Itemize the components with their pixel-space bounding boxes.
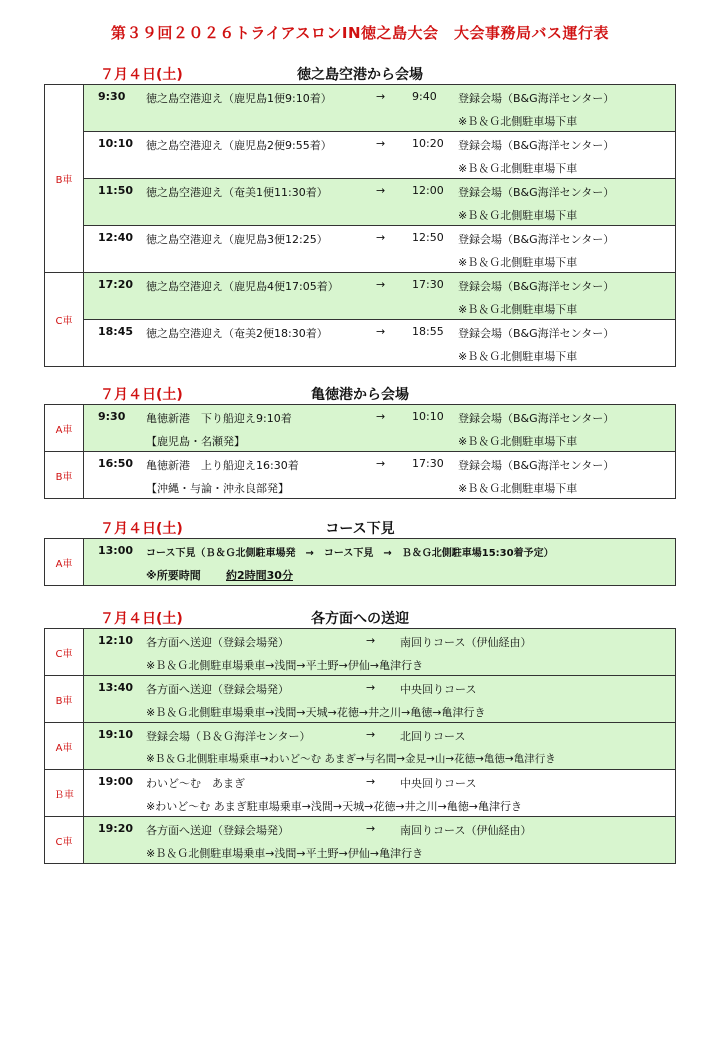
arrow-icon: → bbox=[376, 325, 386, 338]
destination: 南回りコース（伊仙経由） bbox=[400, 824, 532, 837]
departure-time: 19:20 bbox=[98, 822, 134, 835]
arrow-icon: → bbox=[376, 457, 386, 470]
arrival-time: 10:10 bbox=[412, 410, 444, 423]
arrow-icon: → bbox=[366, 728, 376, 741]
arrow-icon: → bbox=[376, 137, 386, 150]
car-label: C車 bbox=[45, 817, 84, 863]
departure-time: 9:30 bbox=[98, 90, 126, 103]
section-header bbox=[44, 64, 676, 82]
car-group bbox=[44, 769, 676, 816]
arrow-icon: → bbox=[376, 184, 386, 197]
entry-note: ※Ｂ＆Ｇ北側駐車場下車 bbox=[458, 482, 578, 495]
departure-time: 13:40 bbox=[98, 681, 134, 694]
arrow-icon: → bbox=[376, 231, 386, 244]
departure-time: 12:40 bbox=[98, 231, 134, 244]
car-label: C車 bbox=[45, 273, 84, 366]
car-group bbox=[44, 722, 676, 769]
entry-description: コース下見（Ｂ＆Ｇ北側駐車場発 → コース下見 → Ｂ＆Ｇ北側駐車場15:30着予定） bbox=[146, 548, 554, 559]
section-port bbox=[44, 384, 676, 499]
section-date: ７月４日(土) bbox=[100, 521, 183, 537]
car-label: B車 bbox=[45, 85, 84, 272]
entry-note: ※Ｂ＆Ｇ北側駐車場下車 bbox=[458, 209, 578, 222]
car-label: A車 bbox=[45, 723, 84, 769]
arrival-time: 12:50 bbox=[412, 231, 444, 244]
section-date: ７月４日(土) bbox=[100, 387, 183, 403]
entry-note: ※Ｂ＆Ｇ北側駐車場下車 bbox=[458, 256, 578, 269]
arrow-icon: → bbox=[376, 90, 386, 103]
section-airport bbox=[44, 64, 676, 367]
entry-note: ※Ｂ＆Ｇ北側駐車場下車 bbox=[458, 162, 578, 175]
arrival-time: 18:55 bbox=[412, 325, 444, 338]
schedule-entry bbox=[84, 225, 675, 272]
car-group bbox=[44, 538, 676, 586]
route-note: ※Ｂ＆Ｇ北側駐車場乗車→浅間→平土野→伊仙→亀津行き bbox=[146, 659, 424, 672]
schedule-entry bbox=[84, 770, 675, 816]
section-header bbox=[44, 384, 676, 402]
destination: 南回りコース（伊仙経由） bbox=[400, 636, 532, 649]
schedule-entry bbox=[84, 131, 675, 178]
arrival-time: 17:30 bbox=[412, 278, 444, 291]
arrow-icon: → bbox=[376, 278, 386, 291]
arrow-icon: → bbox=[366, 822, 376, 835]
entry-description: 徳之島空港迎え（鹿児島2便9:55着） bbox=[146, 139, 332, 152]
origin-note: 【沖縄・与論・沖永良部発】 bbox=[146, 482, 289, 495]
destination: 登録会場（B&G海洋センター） bbox=[458, 412, 615, 425]
entry-description: 徳之島空港迎え（鹿児島3便12:25） bbox=[146, 233, 328, 246]
entry-description: 登録会場（Ｂ＆Ｇ海洋センター） bbox=[146, 730, 311, 743]
departure-time: 11:50 bbox=[98, 184, 134, 197]
entry-description: 亀徳新港 下り船迎え9:10着 bbox=[146, 412, 292, 425]
entry-description: 各方面へ送迎（登録会場発） bbox=[146, 636, 289, 649]
entry-description: わいど～む あまぎ bbox=[146, 777, 245, 790]
schedule-entry bbox=[84, 178, 675, 225]
destination: 登録会場（B&G海洋センター） bbox=[458, 186, 615, 199]
origin-note: 【鹿児島・名瀬発】 bbox=[146, 435, 245, 448]
destination: 中央回りコース bbox=[400, 683, 477, 696]
route-note: ※Ｂ＆Ｇ北側駐車場乗車→浅間→平土野→伊仙→亀津行き bbox=[146, 847, 424, 860]
arrow-icon: → bbox=[376, 410, 386, 423]
departure-time: 19:00 bbox=[98, 775, 134, 788]
arrow-icon: → bbox=[366, 775, 376, 788]
schedule-entry bbox=[84, 817, 675, 863]
arrow-icon: → bbox=[366, 634, 376, 647]
entry-description: 徳之島空港迎え（鹿児島1便9:10着） bbox=[146, 92, 332, 105]
route-note: ※Ｂ＆Ｇ北側駐車場乗車→浅間→天城→花徳→井之川→亀徳→亀津行き bbox=[146, 706, 486, 719]
car-label: Ｂ車 bbox=[45, 770, 84, 816]
car-group bbox=[44, 84, 676, 272]
car-label: C車 bbox=[45, 629, 84, 675]
car-group bbox=[44, 404, 676, 451]
car-label: B車 bbox=[45, 452, 84, 498]
car-label: B車 bbox=[45, 676, 84, 722]
entry-note: ※Ｂ＆Ｇ北側駐車場下車 bbox=[458, 115, 578, 128]
destination: 登録会場（B&G海洋センター） bbox=[458, 92, 615, 105]
entry-description: 徳之島空港迎え（奄美1便11:30着） bbox=[146, 186, 328, 199]
section-date: ７月４日(土) bbox=[100, 611, 183, 627]
entry-note: ※Ｂ＆Ｇ北側駐車場下車 bbox=[458, 303, 578, 316]
section-date: ７月４日(土) bbox=[100, 67, 183, 83]
entry-description: 亀徳新港 上り船迎え16:30着 bbox=[146, 459, 299, 472]
destination: 登録会場（B&G海洋センター） bbox=[458, 280, 615, 293]
schedule-entry bbox=[84, 319, 675, 366]
schedule-entry bbox=[84, 273, 675, 319]
route-note: ※Ｂ＆Ｇ北側駐車場乗車→わいど～む あまぎ→与名間→金見→山→花徳→亀徳→亀津行き bbox=[146, 753, 556, 765]
arrival-time: 17:30 bbox=[412, 457, 444, 470]
arrival-time: 9:40 bbox=[412, 90, 437, 103]
section-title: 各方面への送迎 bbox=[311, 611, 409, 627]
destination: 登録会場（B&G海洋センター） bbox=[458, 233, 615, 246]
section-send-off bbox=[44, 608, 676, 864]
destination: 登録会場（B&G海洋センター） bbox=[458, 459, 615, 472]
entry-note: ※Ｂ＆Ｇ北側駐車場下車 bbox=[458, 350, 578, 363]
destination: 中央回りコース bbox=[400, 777, 477, 790]
duration-value: 約2時間30分 bbox=[226, 569, 293, 582]
schedule-entry bbox=[84, 405, 675, 451]
car-group bbox=[44, 675, 676, 722]
route-note: ※わいど～む あまぎ駐車場乗車→浅間→天城→花徳→井之川→亀徳→亀津行き bbox=[146, 800, 523, 813]
destination: 登録会場（B&G海洋センター） bbox=[458, 327, 615, 340]
entry-note: ※Ｂ＆Ｇ北側駐車場下車 bbox=[458, 435, 578, 448]
schedule-entry bbox=[84, 723, 675, 769]
entry-description: 各方面へ送迎（登録会場発） bbox=[146, 824, 289, 837]
arrow-icon: → bbox=[366, 681, 376, 694]
departure-time: 18:45 bbox=[98, 325, 134, 338]
destination: 登録会場（B&G海洋センター） bbox=[458, 139, 615, 152]
entry-description: 徳之島空港迎え（鹿児島4便17:05着） bbox=[146, 280, 339, 293]
schedule-entry bbox=[84, 676, 675, 722]
schedule-entry bbox=[84, 85, 675, 131]
duration-label: ※所要時間 bbox=[146, 569, 201, 582]
section-title: 徳之島空港から会場 bbox=[297, 67, 423, 83]
schedule-entry bbox=[84, 452, 675, 498]
car-group bbox=[44, 628, 676, 675]
car-group bbox=[44, 816, 676, 864]
section-course-preview bbox=[44, 518, 676, 586]
departure-time: 19:10 bbox=[98, 728, 134, 741]
car-label: A車 bbox=[45, 539, 84, 585]
arrival-time: 12:00 bbox=[412, 184, 444, 197]
car-group bbox=[44, 451, 676, 499]
departure-time: 13:00 bbox=[98, 544, 134, 557]
schedule-entry bbox=[84, 629, 675, 675]
entry-description: 徳之島空港迎え（奄美2便18:30着） bbox=[146, 327, 328, 340]
destination: 北回りコース bbox=[400, 730, 466, 743]
departure-time: 12:10 bbox=[98, 634, 134, 647]
car-group bbox=[44, 272, 676, 367]
section-header bbox=[44, 608, 676, 626]
arrival-time: 10:20 bbox=[412, 137, 444, 150]
entry-description: 各方面へ送迎（登録会場発） bbox=[146, 683, 289, 696]
departure-time: 9:30 bbox=[98, 410, 126, 423]
departure-time: 17:20 bbox=[98, 278, 134, 291]
departure-time: 16:50 bbox=[98, 457, 134, 470]
car-label: A車 bbox=[45, 405, 84, 451]
page-title: 第３９回２０２６トライアスロンIN徳之島大会 大会事務局バス運行表 bbox=[110, 24, 610, 42]
section-title: コース下見 bbox=[325, 521, 395, 537]
schedule-entry bbox=[84, 539, 675, 585]
section-header bbox=[44, 518, 676, 536]
departure-time: 10:10 bbox=[98, 137, 134, 150]
section-title: 亀徳港から会場 bbox=[311, 387, 409, 403]
